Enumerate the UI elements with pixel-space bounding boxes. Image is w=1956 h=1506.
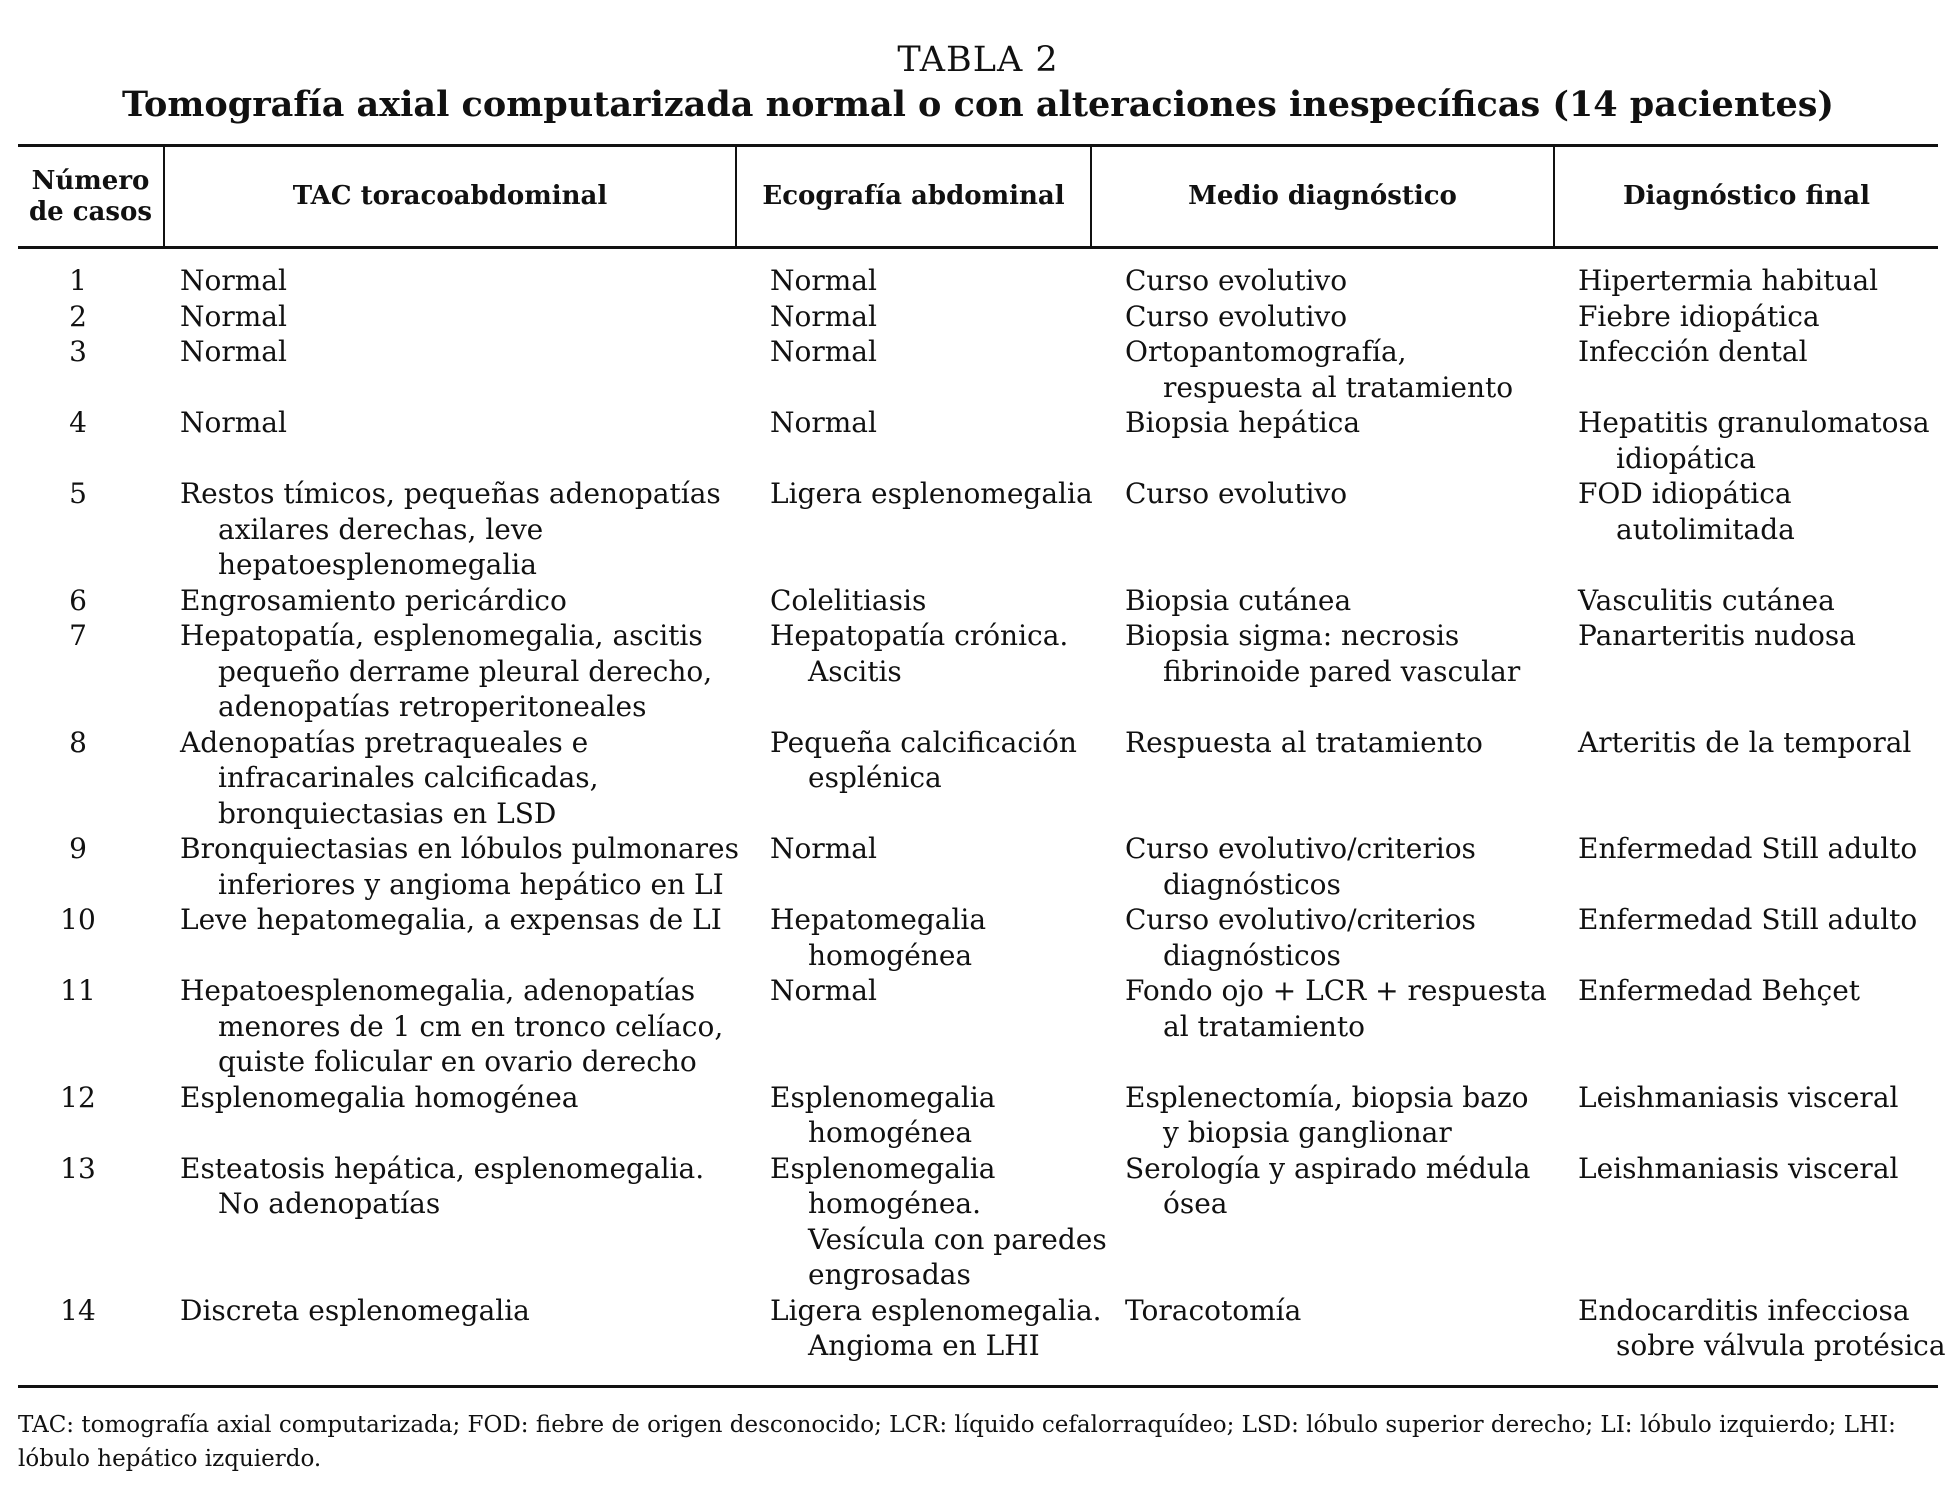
cell-line: Normal	[770, 299, 877, 333]
cell-tac	[180, 1293, 750, 1329]
cell-line: Normal	[180, 335, 287, 368]
cell-ecografia	[770, 831, 1100, 867]
cell-case-number: 3	[69, 335, 87, 368]
cell-medio	[1125, 1080, 1565, 1151]
cell-tac	[180, 1080, 750, 1116]
cell-diagnostico	[1578, 299, 1948, 335]
cell-line: Hipertermia habitual	[1578, 264, 1879, 297]
cell-tac	[180, 299, 750, 335]
cell-line: Normal	[180, 406, 287, 439]
cell-ecografia	[770, 618, 1100, 689]
cell-tac	[180, 263, 750, 299]
cell-line: quiste folicular en ovario derecho	[218, 1045, 697, 1078]
cell-diagnostico	[1578, 725, 1948, 761]
cell-medio	[1125, 263, 1565, 299]
cell-medio	[1125, 334, 1565, 405]
cell-line: Normal	[770, 264, 877, 297]
cell-medio	[1125, 725, 1565, 761]
header-rule	[18, 246, 1938, 249]
cell-ecografia	[770, 583, 1100, 619]
cell-case-number: 11	[60, 974, 96, 1007]
cell-diagnostico	[1578, 1080, 1948, 1116]
cell-line: Enfermedad Still adulto	[1578, 903, 1918, 936]
cell-line: Normal	[180, 264, 287, 297]
cell-line: Curso evolutivo/criterios	[1125, 832, 1476, 865]
cell-medio	[1125, 973, 1565, 1044]
cell-case-number: 10	[60, 903, 96, 936]
cell-line: Esplenomegalia	[770, 1151, 996, 1185]
cell-diagnostico	[1578, 831, 1948, 867]
cell-line: Ligera esplenomegalia.	[770, 1293, 1102, 1327]
cell-line: sobre válvula protésica	[1616, 1329, 1946, 1362]
cell-medio	[1125, 476, 1565, 512]
bottom-rule	[18, 1385, 1938, 1388]
cell-case-number: 4	[69, 406, 87, 439]
cell-line: Angioma en LHI	[808, 1329, 1040, 1362]
cell-line: respuesta al tratamiento	[1163, 370, 1514, 404]
cell-line: Ascitis	[808, 654, 902, 688]
cell-case-number: 9	[69, 832, 87, 865]
cell-medio	[1125, 618, 1565, 689]
cell-line: Leishmaniasis visceral	[1578, 1151, 1899, 1185]
cell-line: Esplenomegalia homogénea	[180, 1080, 579, 1114]
cell-line: Hepatoesplenomegalia, adenopatías	[180, 974, 696, 1007]
cell-medio	[1125, 405, 1565, 441]
header-cases-line: Número	[31, 165, 150, 196]
cell-line: infracarinales calcificadas,	[218, 761, 599, 794]
cell-ecografia	[770, 973, 1100, 1009]
cell-diagnostico	[1578, 583, 1948, 619]
cell-case-number: 7	[69, 619, 87, 652]
cell-line: Bronquiectasias en lóbulos pulmonares	[180, 832, 739, 865]
cell-diagnostico	[1578, 334, 1948, 370]
cell-line: Adenopatías pretraqueales e	[180, 725, 589, 759]
cell-ecografia	[770, 725, 1100, 796]
cell-ecografia	[770, 263, 1100, 299]
cell-diagnostico	[1578, 476, 1948, 547]
cell-tac	[180, 1151, 750, 1222]
cell-line: hepatoesplenomegalia	[218, 548, 537, 581]
cell-line: Curso evolutivo	[1125, 299, 1348, 333]
cell-line: Esteatosis hepática, esplenomegalia.	[180, 1151, 705, 1185]
cell-line: FOD idiopática	[1578, 477, 1792, 510]
cell-line: Toracotomía	[1125, 1293, 1302, 1327]
cell-ecografia	[770, 902, 1100, 973]
cell-case-number: 12	[60, 1080, 96, 1114]
cell-medio	[1125, 583, 1565, 619]
cell-line: diagnósticos	[1163, 867, 1341, 901]
header-medio: Medio diagnóstico	[1188, 181, 1457, 211]
cell-line: Biopsia hepática	[1125, 406, 1361, 439]
cell-line: fibrinoide pared vascular	[1163, 654, 1521, 688]
header-diagnostico: Diagnóstico final	[1623, 181, 1870, 211]
cell-line: Respuesta al tratamiento	[1125, 725, 1483, 759]
cell-ecografia	[770, 334, 1100, 370]
cell-diagnostico	[1578, 405, 1948, 476]
cell-line: Fondo ojo + LCR + respuesta	[1125, 974, 1547, 1007]
cell-line: Hepatopatía, esplenomegalia, ascitis	[180, 619, 703, 652]
cell-case-number: 2	[69, 299, 87, 333]
cell-medio	[1125, 1293, 1565, 1329]
cell-ecografia	[770, 476, 1100, 512]
header-tac: TAC toracoabdominal	[292, 181, 608, 211]
cell-line: Normal	[180, 299, 287, 333]
cell-ecografia	[770, 1080, 1100, 1151]
cell-line: Enfermedad Behçet	[1578, 974, 1861, 1007]
cell-line: Curso evolutivo	[1125, 264, 1348, 297]
cell-line: No adenopatías	[218, 1187, 441, 1220]
cell-ecografia	[770, 1151, 1107, 1293]
cell-ecografia	[770, 299, 1100, 335]
cell-ecografia	[770, 1293, 1100, 1364]
cell-medio	[1125, 902, 1565, 973]
cell-line: Discreta esplenomegalia	[180, 1293, 530, 1327]
cell-line: Pequeña calcificación	[770, 725, 1077, 759]
cell-tac	[180, 902, 750, 938]
cell-line: ósea	[1163, 1187, 1228, 1220]
cell-line: adenopatías retroperitoneales	[218, 690, 647, 723]
cell-line: Panarteritis nudosa	[1578, 619, 1856, 652]
footnote: TAC: tomografía axial computarizada; FOD: fiebre de origen desconocido; LCR: líquido cefalorraquídeo; LSD: lóbulo superior derecho; LI: lóbulo izquierdo; LHI: lóbulo hepático izquierdo.	[18, 1412, 1896, 1472]
cell-line: Serología y aspirado médula	[1125, 1151, 1531, 1185]
cell-line: esplénica	[808, 761, 942, 794]
cell-tac	[180, 334, 750, 370]
cell-line: homogénea.	[808, 1187, 981, 1220]
cell-line: axilares derechas, leve	[218, 512, 544, 546]
cell-line: Fiebre idiopática	[1578, 299, 1820, 333]
cell-line: pequeño derrame pleural derecho,	[218, 654, 713, 688]
cell-diagnostico	[1578, 618, 1948, 654]
cell-line: Colelitiasis	[770, 583, 927, 617]
cell-line: bronquiectasias en LSD	[218, 796, 557, 830]
cell-case-number: 8	[69, 725, 87, 759]
cell-line: Curso evolutivo/criterios	[1125, 903, 1476, 936]
cell-case-number: 6	[69, 583, 87, 617]
cell-diagnostico	[1578, 973, 1948, 1009]
cell-line: Esplenomegalia	[770, 1080, 996, 1114]
cell-line: Hepatopatía crónica.	[770, 619, 1069, 652]
cell-medio	[1125, 831, 1565, 902]
header-cases	[18, 147, 163, 246]
header-cases-line: de casos	[28, 196, 153, 227]
cell-line: Normal	[770, 974, 877, 1007]
header-ecografia: Ecografía abdominal	[762, 181, 1065, 211]
cell-line: Endocarditis infecciosa	[1578, 1293, 1910, 1327]
cell-ecografia	[770, 405, 1100, 441]
cell-tac	[180, 583, 750, 619]
cell-line: diagnósticos	[1163, 938, 1341, 972]
cell-case-number: 14	[60, 1293, 96, 1327]
cell-line: Ligera esplenomegalia	[770, 477, 1093, 510]
table-title: Tomografía axial computarizada normal o con alteraciones inespecíficas (14 pacientes)	[122, 84, 1834, 125]
cell-line: homogénea	[808, 1116, 973, 1149]
cell-line: Leishmaniasis visceral	[1578, 1080, 1899, 1114]
cell-line: Hepatomegalia	[770, 903, 987, 936]
cell-line: Ortopantomografía,	[1125, 335, 1407, 368]
cell-line: Normal	[770, 335, 877, 368]
cell-line: homogénea	[808, 938, 973, 972]
cell-line: Normal	[770, 406, 877, 439]
cell-diagnostico	[1578, 902, 1948, 938]
cell-line: Infección dental	[1578, 335, 1808, 368]
cell-line: inferiores y angioma hepático en LI	[218, 867, 724, 901]
cell-case-number: 1	[69, 264, 87, 297]
cell-diagnostico	[1578, 1151, 1948, 1187]
cell-line: Hepatitis granulomatosa	[1578, 406, 1930, 439]
cell-tac	[180, 725, 750, 832]
cell-tac	[180, 618, 750, 725]
cell-medio	[1125, 299, 1565, 335]
cell-line: autolimitada	[1616, 512, 1795, 546]
cell-tac	[180, 405, 750, 441]
cell-case-number: 13	[60, 1151, 96, 1185]
cell-case-number: 5	[69, 477, 87, 510]
cell-line: y biopsia ganglionar	[1163, 1116, 1452, 1149]
cell-medio	[1125, 1151, 1565, 1222]
cell-line: Curso evolutivo	[1125, 477, 1348, 510]
cell-line: Enfermedad Still adulto	[1578, 832, 1918, 865]
cell-line: Restos tímicos, pequeñas adenopatías	[180, 477, 721, 510]
cell-line: Leve hepatomegalia, a expensas de LI	[180, 903, 722, 936]
cell-line: Normal	[770, 832, 877, 865]
cell-line: Biopsia cutánea	[1125, 583, 1352, 617]
cell-line: Esplenectomía, biopsia bazo	[1125, 1080, 1529, 1114]
cell-line: Biopsia sigma: necrosis	[1125, 619, 1460, 652]
cell-line: Vasculitis cutánea	[1578, 583, 1835, 617]
table-number: TABLA 2	[897, 40, 1059, 80]
cell-line: al tratamiento	[1163, 1009, 1366, 1043]
cell-line: idiopática	[1616, 441, 1756, 475]
cell-line: Engrosamiento pericárdico	[180, 583, 567, 617]
cell-line: Vesícula con paredes	[808, 1222, 1107, 1256]
cell-diagnostico	[1578, 1293, 1948, 1364]
cell-diagnostico	[1578, 263, 1948, 299]
cell-tac	[180, 476, 750, 583]
cell-tac	[180, 831, 750, 902]
cell-line: menores de 1 cm en tronco celíaco,	[218, 1009, 724, 1043]
cell-tac	[180, 973, 750, 1080]
cell-line: engrosadas	[808, 1258, 971, 1291]
cell-line: Arteritis de la temporal	[1578, 725, 1912, 759]
